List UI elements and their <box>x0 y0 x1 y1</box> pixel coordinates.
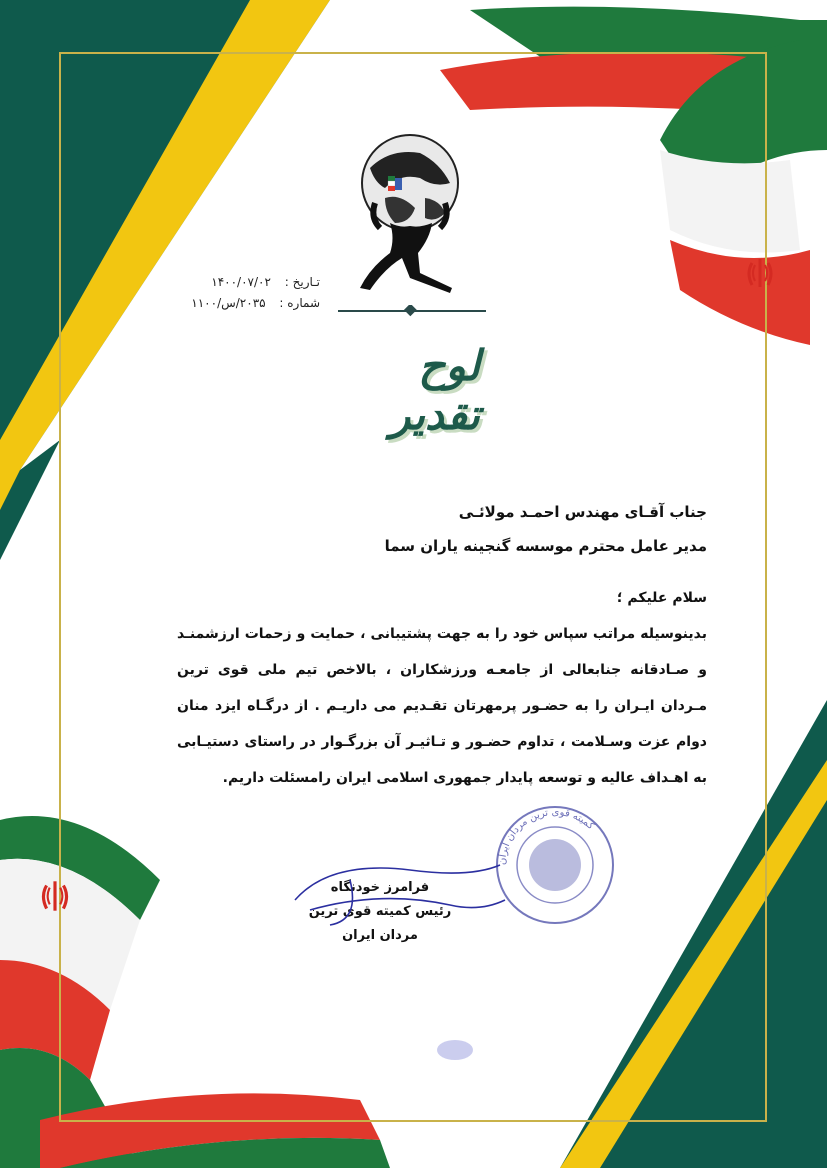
flag-ribbon-right-white <box>660 150 800 253</box>
number-label: شماره : <box>279 296 320 310</box>
ink-smudge <box>430 1030 480 1070</box>
signer-position: رئیس کمیته قوی ترین مردان ایران <box>308 904 452 943</box>
greeting: سلام علیکم ؛ <box>616 590 707 606</box>
number-value: ۲۰۳۵/س/۱۱۰۰ <box>191 296 266 310</box>
addressee-block <box>147 495 707 563</box>
date-label: تـاریخ : <box>284 275 320 289</box>
date-row <box>170 272 320 293</box>
certificate-title: لوح تقدیر <box>390 341 480 439</box>
addressee-position: مدیر عامل محترم موسسه گنجینه یاران سما <box>384 537 707 555</box>
number-row <box>170 293 320 314</box>
seal-text: کمیته قوی ترین مردان ایران <box>496 806 597 866</box>
body-text <box>177 580 707 796</box>
signer-name: فرامرز خودنگاه <box>330 880 430 895</box>
date-value: ۱۴۰۰/۰۷/۰۲ <box>211 275 271 289</box>
iran-emblem-icon <box>740 253 780 293</box>
body-paragraph: بدینوسیله مراتب سپاس خود را به جهت پشتیبانی ، حمایت و زحمات ارزشمنـد و صـادقانه جنابعالی از جامعـه ورزشکاران ، بالاخص تیم ملی قوی ترین مـردان ایـران را به حضـور پرمهرتان تقـدیم می داریـم . از درگـاه ایزد منان دوام عزت وسـلامت ، تداوم حضـور و تـاثیـر آن بزرگـوار در راستای دستیـابی به اهـداف عالیه و توسعه پایدار جمهوری اسلامی ایران رامسئلت داریم. <box>177 626 707 786</box>
addressee-name: جناب آقـای مهندس احمـد مولائـی <box>458 503 707 521</box>
divider-line <box>338 305 486 317</box>
iran-emblem-icon <box>34 875 76 917</box>
handwritten-signature <box>290 850 510 930</box>
document-meta <box>170 272 320 314</box>
atlas-globe-icon <box>340 128 480 303</box>
